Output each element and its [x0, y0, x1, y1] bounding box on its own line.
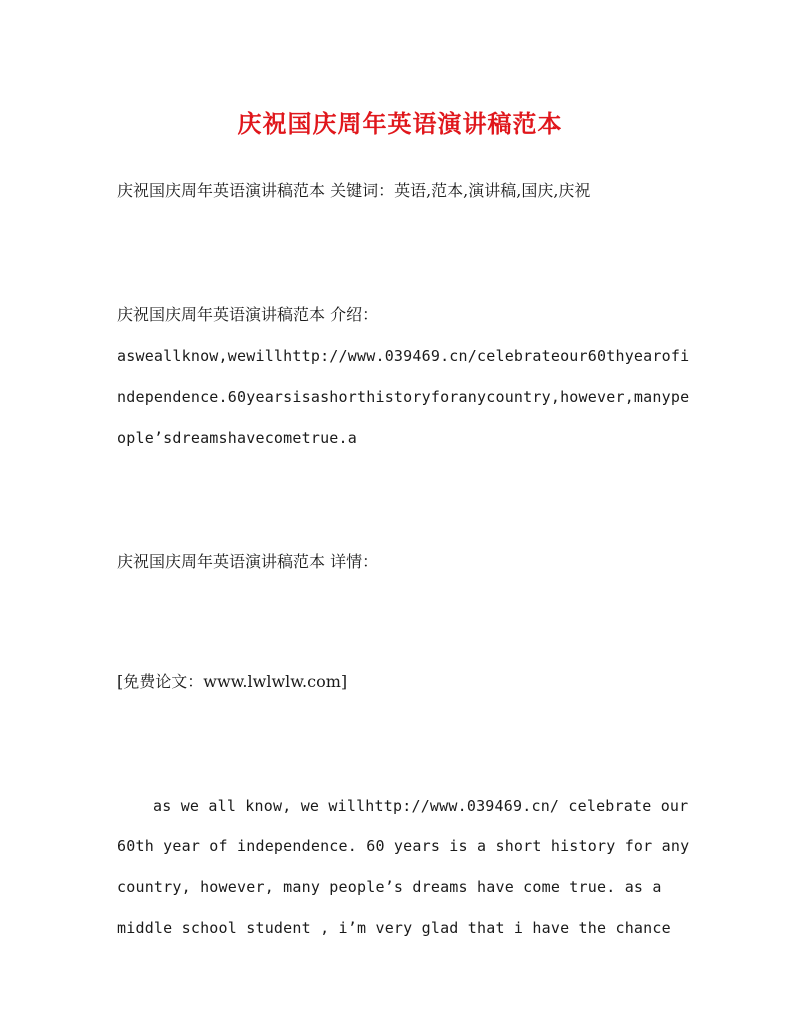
intro-line: asweallknow,wewillhttp://www.039469.cn/celebrateour60thyearofi — [117, 347, 690, 365]
detail-heading: 庆祝国庆周年英语演讲稿范本 详情： — [117, 552, 379, 571]
intro-line: ndependence.60yearsisashorthistoryforanycountry,however,manype — [117, 388, 690, 406]
document-title: 庆祝国庆周年英语演讲稿范本 — [237, 109, 563, 138]
intro-line: ople’sdreamshavecometrue.a — [117, 429, 357, 447]
free-paper-note: [免费论文：www.lwlwlw.com] — [117, 672, 348, 691]
intro-heading: 庆祝国庆周年英语演讲稿范本 介绍： — [117, 305, 379, 324]
body-line: middle school student , i’m very glad that i have the chance — [117, 919, 671, 937]
body-line: 60th year of independence. 60 years is a short history for any — [117, 837, 690, 855]
body-line: country, however, many people’s dreams have come true. as a — [117, 878, 662, 896]
body-line: as we all know, we willhttp://www.039469.cn/ celebrate our — [153, 797, 689, 815]
keywords-line: 庆祝国庆周年英语演讲稿范本 关键词：英语,范本,演讲稿,国庆,庆祝 — [117, 181, 591, 200]
